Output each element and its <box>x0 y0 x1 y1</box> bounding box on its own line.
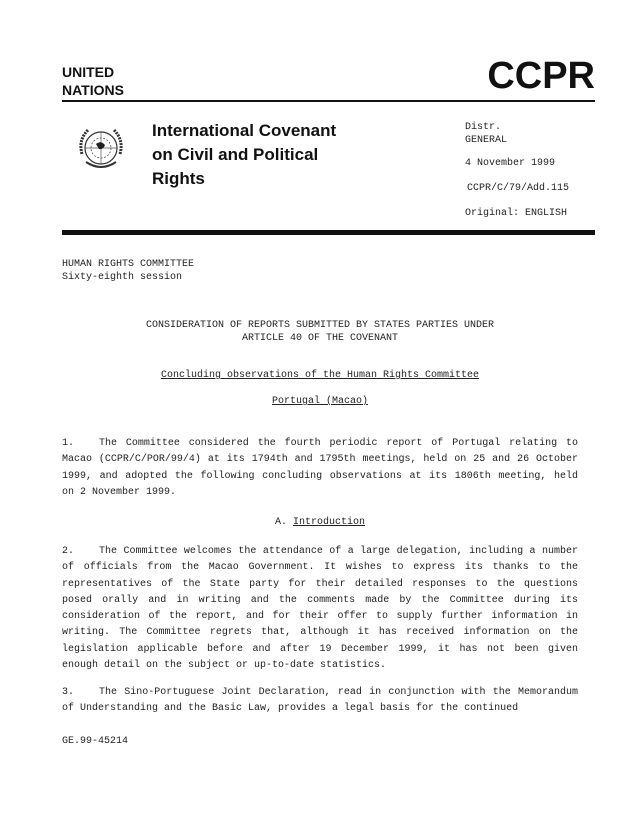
paragraph-line: Macao (CCPR/C/POR/99/4) at its 1794th and 1795th meetings, held on 25 and 26 October <box>62 454 578 466</box>
paragraph-number: 2. <box>62 546 75 557</box>
section-title: Introduction <box>293 517 366 528</box>
committee-name: HUMAN RIGHTS COMMITTEE <box>62 259 195 270</box>
paragraph-line: of Understanding and the Basic Law, provides a legal basis for the continued <box>62 703 519 715</box>
paragraph-line: representatives of the State party for their detailed responses to the questions <box>62 578 578 590</box>
paragraph-line: The Sino-Portuguese Joint Declaration, read in conjunction with the Memorandum <box>99 687 578 698</box>
paragraph-line: The Committee considered the fourth periodic report of Portugal relating to <box>99 438 578 449</box>
org-line-2: NATIONS <box>62 82 124 98</box>
paragraph-number: 3. <box>62 687 75 698</box>
title-line: International Covenant <box>152 121 337 140</box>
original-language: Original: ENGLISH <box>465 208 568 219</box>
org-name <box>62 63 124 99</box>
paragraph-line: The Committee welcomes the attendance of a large delegation, including a number <box>99 546 578 557</box>
section-heading <box>62 517 578 528</box>
session-name: Sixty-eighth session <box>62 272 183 283</box>
document-meta <box>465 121 569 220</box>
un-emblem-icon <box>74 124 128 176</box>
paragraph-2 <box>62 544 578 674</box>
paragraph-1 <box>62 436 578 501</box>
paragraph-line: of officials from the Macao Government. It wishes to express its thanks to the <box>62 562 578 574</box>
paragraph-line: enough detail on the subject or up-to-date statistics. <box>62 660 387 672</box>
heading-line: CONSIDERATION OF REPORTS SUBMITTED BY STATES PARTIES UNDER <box>145 320 495 331</box>
org-line-1: UNITED <box>62 64 115 80</box>
paragraph-line: posed orally and in writing and the comments made by the Committee during its <box>62 594 578 606</box>
subheading: Concluding observations of the Human Rights Committee <box>160 370 480 381</box>
document-date: 4 November 1999 <box>465 158 556 169</box>
title-line: on Civil and Political <box>152 145 319 164</box>
heading-line: ARTICLE 40 OF THE COVENANT <box>241 333 399 344</box>
document-symbol: CCPR/C/79/Add.115 <box>467 183 570 194</box>
paragraph-3 <box>62 685 578 718</box>
series-code: CCPR <box>487 55 595 97</box>
paragraph-line: on 2 November 1999. <box>62 486 177 498</box>
distr-label: Distr. <box>465 122 502 133</box>
committee-info <box>62 258 194 284</box>
section-prefix: A. <box>274 517 287 528</box>
paragraph-number: 1. <box>62 438 75 449</box>
paragraph-line: writing. The Committee regrets that, although it has received information on the <box>62 627 578 639</box>
paragraph-line: 1999, and adopted the following concluding observations at its 1806th meeting, held <box>62 470 578 482</box>
paragraph-line: legislation applicable before and after 19 December 1999, it has not been given <box>62 643 578 655</box>
title-line: Rights <box>152 169 205 188</box>
header-rule <box>62 100 595 102</box>
distr-type: GENERAL <box>465 135 508 146</box>
footer-code: GE.99-45214 <box>62 736 129 747</box>
main-heading <box>62 319 578 345</box>
document-title <box>152 119 336 191</box>
paragraph-line: consideration of the report, and for their offer to supply further information in <box>62 611 578 623</box>
country-heading: Portugal (Macao) <box>271 396 368 407</box>
header-thick-rule <box>62 230 595 235</box>
